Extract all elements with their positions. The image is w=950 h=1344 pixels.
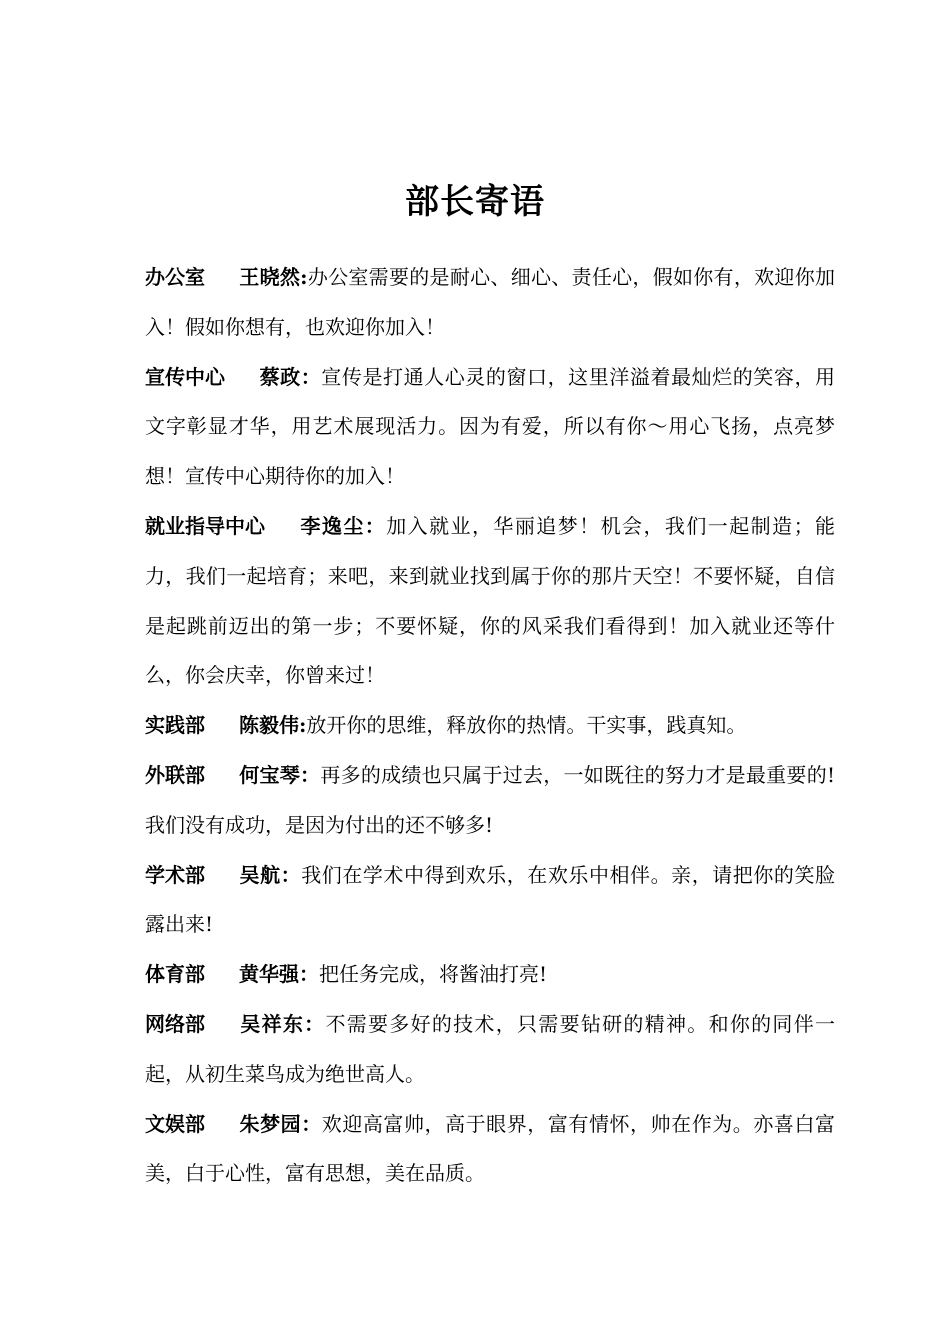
- minister-name: 吴祥东：: [239, 1011, 326, 1036]
- department-label: 网络部: [145, 1011, 205, 1036]
- minister-name: 吴航：: [239, 862, 302, 887]
- minister-message: 放开你的思维，释放你的热情。干实事，践真知。: [306, 713, 747, 738]
- minister-name: 李逸尘：: [299, 513, 387, 538]
- minister-name: 王晓然:: [239, 265, 308, 289]
- minister-name: 黄华强：: [239, 962, 319, 987]
- message-list: [145, 253, 835, 1199]
- minister-message: 办公室需要的是耐心、细心、责任心，假如你有，欢迎你加入！假如你想有，也欢迎你加入！: [145, 265, 835, 339]
- entry-office: [145, 253, 835, 353]
- department-label: 宣传中心: [145, 364, 225, 389]
- entry-publicity: [145, 353, 835, 502]
- department-label: 办公室: [145, 265, 205, 289]
- entry-academic: [145, 851, 835, 951]
- minister-message: 欢迎高富帅，高于眼界，富有情怀，帅在作为。亦喜白富美，白于心性，富有思想，美在品质。: [145, 1111, 836, 1186]
- page-title: 部长寄语: [405, 182, 545, 222]
- entry-external: [145, 751, 835, 851]
- department-label: 外联部: [145, 762, 205, 787]
- department-label: 学术部: [145, 862, 205, 887]
- minister-message: 把任务完成，将酱油打亮!: [319, 962, 548, 987]
- minister-name: 陈毅伟:: [239, 713, 307, 738]
- department-label: 文娱部: [145, 1111, 205, 1136]
- minister-message: 我们在学术中得到欢乐，在欢乐中相伴。亲，请把你的笑脸露出来!: [145, 862, 836, 937]
- minister-message: 加入就业，华丽追梦！机会，我们一起制造；能力，我们一起培育；来吧，来到就业找到属于你的那片天空！不要怀疑，自信是起跳前迈出的第一步；不要怀疑，你的风采我们看得到！加入就业还等什么，你会庆幸，你曾来过！: [145, 513, 836, 688]
- minister-message: 宣传是打通人心灵的窗口，这里洋溢着最灿烂的笑容，用文字彰显才华，用艺术展现活力。因为有爱，所以有你～用心飞扬，点亮梦想！宣传中心期待你的加入！: [145, 364, 836, 489]
- department-label: 体育部: [145, 962, 205, 987]
- entry-employment: [145, 502, 835, 701]
- entry-practice: [145, 701, 835, 751]
- minister-message: 不需要多好的技术，只需要钻研的精神。和你的同伴一起，从初生菜鸟成为绝世高人。: [145, 1011, 836, 1086]
- minister-name: 蔡政：: [259, 364, 322, 389]
- department-label: 就业指导中心: [145, 513, 265, 538]
- entry-entertainment: [145, 1100, 835, 1200]
- minister-name: 何宝琴：: [239, 762, 321, 787]
- entry-sports: [145, 950, 835, 1000]
- minister-message: 再多的成绩也只属于过去，一如既往的努力才是最重要的!我们没有成功，是因为付出的还不够多!: [145, 762, 835, 837]
- department-label: 实践部: [145, 713, 205, 738]
- minister-name: 朱梦园：: [239, 1111, 322, 1136]
- entry-network: [145, 1000, 835, 1100]
